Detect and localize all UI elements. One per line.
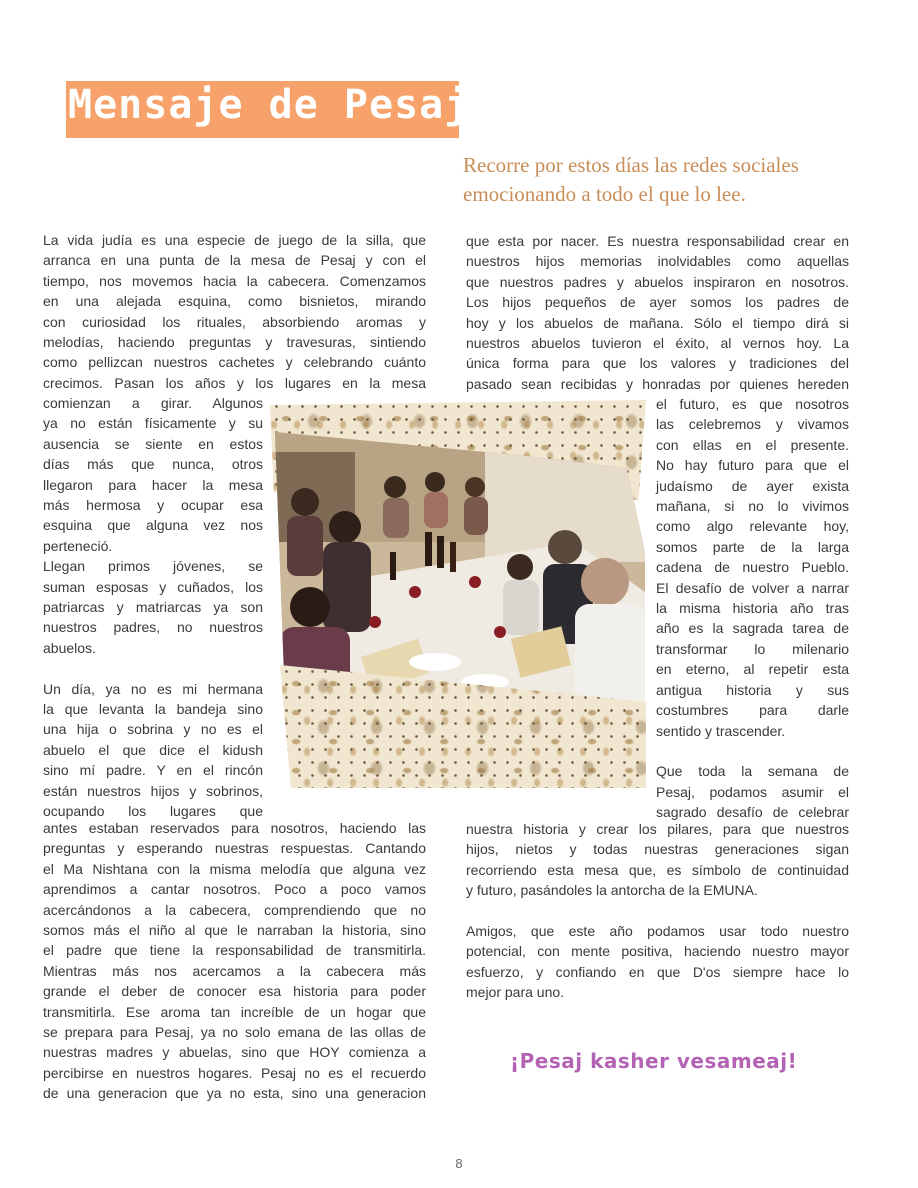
text-line: las celebremos y vivamos [656,416,849,433]
text-line: Amigos, que este año podamos usar todo nuestro [466,923,849,940]
text-line: en una alejada esquina, como bisnietos, mirando [43,293,426,310]
text-line: con ellas en el presente. [656,436,849,453]
text-line: costumbres para darle [656,702,849,719]
text-line: cadena de nuestro Pueblo. [656,559,849,576]
text-line: somos parte de la larga [656,538,849,555]
text-line: con curiosidad los rituales, absorbiendo aromas y [43,313,426,330]
text-line: más hermosa y ocupar esa [43,497,263,514]
text-line: potencial, con mente positiva, haciendo nuestro mayor [466,943,849,960]
text-line: el futuro, es que nosotros [656,396,849,412]
text-line: preguntas y esperando nuestras respuestas. Cantando [43,840,426,857]
text-line: y futuro, pasándoles la antorcha de la EMUNA. [466,882,758,899]
text-line: suman esposas y cuñados, los [43,578,263,595]
text-line: crecimos. Pasan los años y los lugares en la mesa [43,374,426,391]
text-line: nuestros hijos memorias inolvidables como aquellas [466,253,849,270]
text-line: antes estaban reservados para nosotros, haciendo las [43,820,426,836]
subtitle-line: emocionando a todo el que lo lee. [463,182,746,206]
text-line: arranca en una punta de la mesa de Pesaj y con el [43,252,426,269]
text-line: sino mí padre. Y en el rincón [43,762,263,779]
text-line: No hay futuro para que el [656,457,849,474]
text-line: Mientras más nos acercamos a la cabecera más [43,962,426,979]
text-line: días más que nunca, otros [43,456,263,473]
text-line: nuestra historia y crear los pilares, para que nuestros [466,821,849,837]
seder-photo-frame [270,400,646,788]
text-line: judaísmo de ayer exista [656,477,849,494]
col1-narrow [43,393,263,822]
text-line: de una generacion que ya no esta, sino una generacion [43,1085,426,1102]
text-line: llegaron para hacer la mesa [43,476,263,493]
text-line: Los hijos pequeños de ayer somos los padres de [466,294,849,311]
page-number: 8 [455,1156,463,1171]
text-line: La vida judía es una especie de juego de la silla, que [43,232,426,248]
text-line: sagrado desafío de celebrar [656,804,849,821]
subtitle-line: Recorre por estos días las redes sociales [463,153,799,177]
text-line: la misma historia año tras [656,600,849,617]
text-line: esfuerzo, y confiando en que D'os siempre hace lo [466,963,849,980]
text-line: aprendimos a cantar nosotros. Poco a poco vamos [43,881,426,898]
text-line: Un día, ya no es mi hermana [43,680,263,697]
text-line: somos más el niño al que le narraban la historia, sino [43,922,426,939]
text-line: mañana, si no lo vivimos [656,498,849,515]
text-line: abuelo el que dice el kidush [43,741,263,758]
col1-top [43,230,426,393]
col2-narrow [656,394,849,823]
text-line: transformar lo milenario [656,640,849,657]
title-banner [66,81,470,138]
text-line: El desafío de volver a narrar [656,579,849,596]
text-line: esquina que alguna vez nos [43,517,263,534]
text-line: nuestros padres, no nuestros [43,619,263,636]
text-line: en eterno, al repetir esta [656,661,849,678]
text-line: Que toda la semana de [656,763,849,780]
text-line: tiempo, nos movemos hacia la cabecera. Comenzamos [43,272,426,289]
text-line: Pesaj, podamos asumir el [656,783,849,800]
page-title: Mensaje de Pesaj [68,82,470,128]
text-line: el padre que tiene la responsabilidad de transmitirla. [43,942,426,959]
text-line: hoy y los abuelos de mañana. Sólo el tiempo dirá si [466,314,849,331]
text-line: la que levanta la bandeja sino [43,701,263,718]
text-line: antigua historia y sus [656,681,849,698]
text-line: ocupando los lugares que [43,803,263,820]
text-line: abuelos. [43,639,96,656]
closing-greeting: ¡Pesaj kasher vesameaj! [510,1049,798,1073]
text-line: ausencia se siente en estos [43,435,263,452]
text-line: Llegan primos jóvenes, se [43,558,263,575]
text-line: nuestros abuelos tuvieron el éxito, al vernos hoy. La [466,335,849,352]
col2-top [466,231,849,394]
text-line: año es la sagrada tarea de [656,620,849,637]
text-line: comienzan a girar. Algunos [43,395,263,411]
text-line: que nuestros padres y abuelos inspiraron en nosotros. [466,273,849,290]
text-line: como pellizcan nuestros cachetes y celebrando cuánto [43,354,426,371]
text-line: transmitirla. Ese aroma tan increíble de un hogar que [43,1003,426,1020]
text-line: se prepara para Pesaj, ya no solo emana de las ollas de [43,1024,426,1041]
text-line: están nuestros hijos y sobrinos, [43,782,263,799]
text-line: única forma para que los valores y tradiciones del [466,355,849,372]
col2-bottom [466,819,849,1003]
text-line: ya no están físicamente y su [43,415,263,432]
col1-bottom [43,818,426,1104]
text-line: percibirse en nuestros hogares. Pesaj no es el recuerdo [43,1064,426,1081]
text-line: perteneció. [43,537,113,554]
text-line: acercándonos a la cabecera, comprendiendo que no [43,901,426,918]
text-line: hijos, nietos y todas nuestras generaciones sigan [466,841,849,858]
text-line: nuestras madres y abuelas, sino que HOY comienza a [43,1044,426,1061]
text-line: sentido y trascender. [656,722,786,739]
subtitle [463,151,863,209]
text-line: grande el deber de conocer esa historia para poder [43,983,426,1000]
text-line: como algo relevante hoy, [656,518,849,535]
text-line: una hija o sobrina y no es el [43,721,263,738]
text-line: mejor para uno. [466,984,565,1001]
text-line: recorriendo esta mesa que, es símbolo de continuidad [466,861,849,878]
text-line: patriarcas y matriarcas ya son [43,599,263,616]
text-line: el Ma Nishtana con la misma melodía que alguna vez [43,860,426,877]
text-line: pasado sean recibidas y honradas por quienes hereden [466,375,849,392]
text-line: melodías, haciendo preguntas y travesuras, sintiendo [43,334,426,351]
text-line: que esta por nacer. Es nuestra responsabilidad crear en [466,233,849,249]
